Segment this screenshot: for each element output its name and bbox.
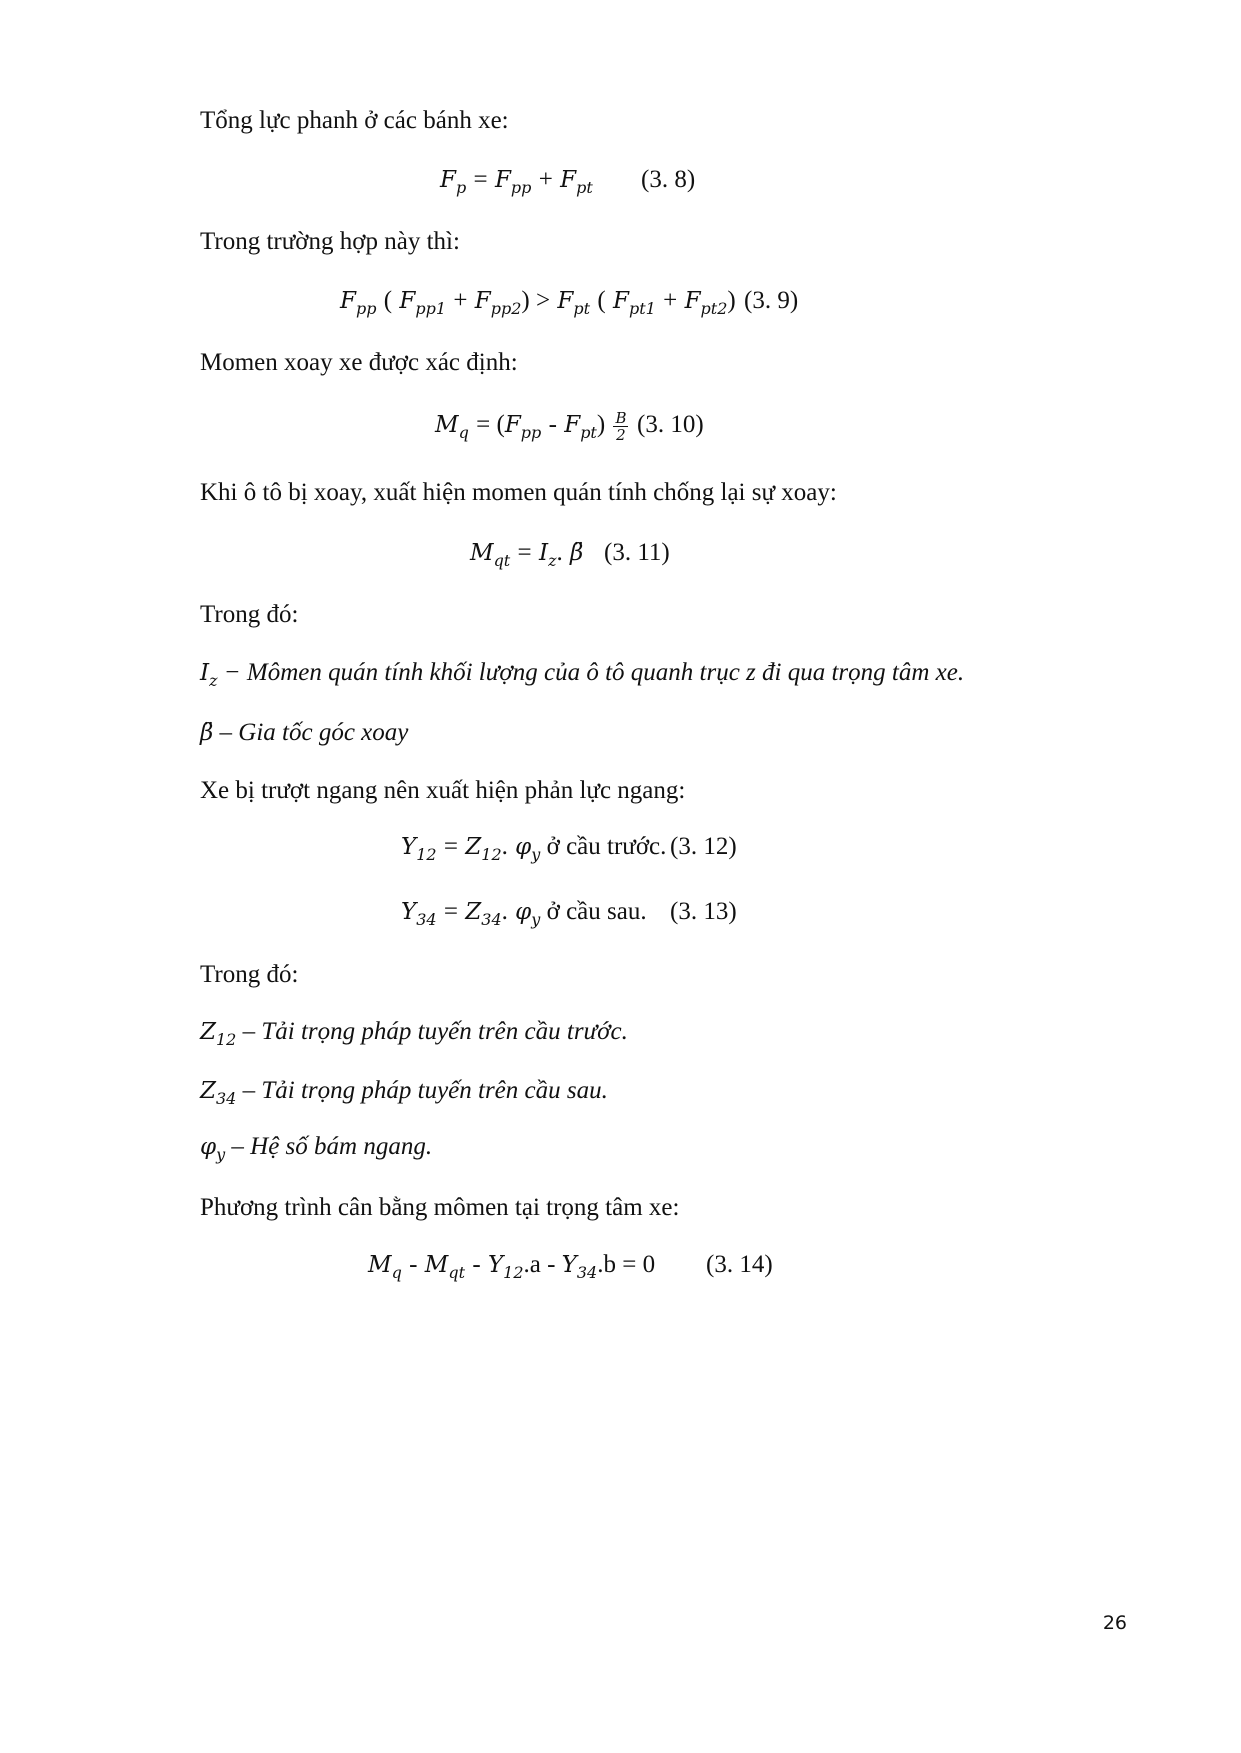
paragraph-inertia-moment: Khi ô tô bị xoay, xuất hiện momen quán tính chống lại sự xoay: bbox=[200, 479, 837, 506]
paragraph-yaw-moment: Momen xoay xe được xác định: bbox=[200, 349, 518, 376]
paragraph-lateral-slip: Xe bị trượt ngang nên xuất hiện phản lực ngang: bbox=[200, 777, 686, 804]
definition-z12: $Z_{12}$ – Tải trọng pháp tuyến trên cầu trước. bbox=[200, 1018, 628, 1049]
definition-beta: β̈ – Gia tốc góc xoay bbox=[200, 719, 409, 746]
page-number: 26 bbox=[1102, 1612, 1127, 1634]
paragraph-in-this-case: Trong trường hợp này thì: bbox=[200, 228, 460, 255]
fraction-b-over-2: $\frac{B}{2}$ bbox=[615, 409, 627, 444]
equation-number: (3. 8) bbox=[641, 166, 696, 193]
equation-number: (3. 13) bbox=[670, 898, 737, 925]
equation-number: (3. 10) bbox=[637, 411, 704, 438]
equation-3-11: $M_{qt} = I_z$. β̈ bbox=[470, 539, 584, 570]
equation-number: (3. 12) bbox=[670, 833, 737, 860]
paragraph-moment-balance: Phương trình cân bằng mômen tại trọng tâm xe: bbox=[200, 1194, 680, 1221]
equation-3-13: $Y_{34} = Z_{34}$. $\varphi_y$ ở cầu sau. bbox=[401, 898, 647, 929]
equation-3-8: $F_p = F_{pp} + F_{pt}$ bbox=[440, 166, 593, 197]
equation-number: (3. 14) bbox=[706, 1251, 773, 1278]
equation-3-12: $Y_{12} = Z_{12}$. $\varphi_y$ ở cầu trước. bbox=[401, 833, 667, 864]
definition-iz: $I_z$ − Mômen quán tính khối lượng của ô tô quanh trục z đi qua trọng tâm xe. bbox=[200, 659, 965, 690]
paragraph-where: Trong đó: bbox=[200, 601, 299, 628]
equation-3-10: $M_q = (F_{pp} - F_{pt})$ $\frac{B}{2}$ bbox=[435, 409, 627, 444]
paragraph-where-2: Trong đó: bbox=[200, 961, 299, 988]
paragraph-total-braking-force: Tổng lực phanh ở các bánh xe: bbox=[200, 107, 509, 134]
equation-3-14: $M_q - M_{qt} - Y_{12}.a - Y_{34}.b = 0$ bbox=[368, 1251, 656, 1282]
equation-number: (3. 11) bbox=[604, 539, 670, 566]
definition-phi-y: $\varphi_y$ – Hệ số bám ngang. bbox=[200, 1133, 433, 1164]
definition-z34: $Z_{34}$ – Tải trọng pháp tuyến trên cầu sau. bbox=[200, 1077, 608, 1108]
equation-number: (3. 9) bbox=[744, 287, 799, 314]
equation-3-9: $F_{pp}$ ( $F_{pp1} + F_{pp2}) > F_{pt}$ ( $F_{pt1} + F_{pt2}$) bbox=[340, 287, 736, 318]
